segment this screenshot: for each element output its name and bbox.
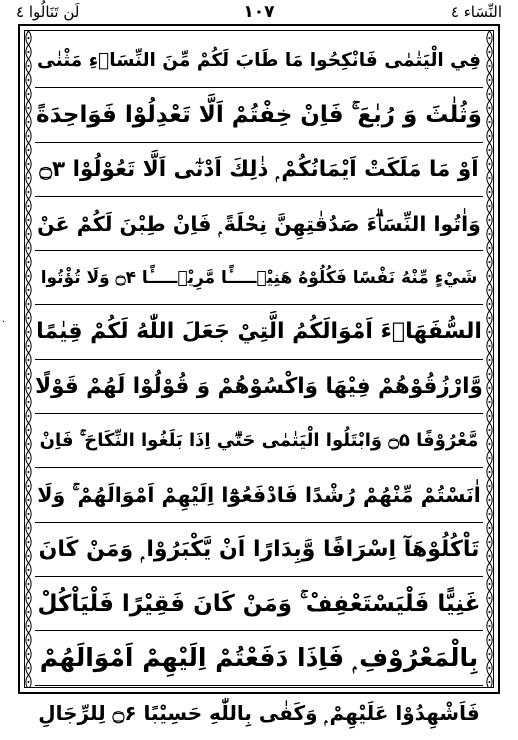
right-ornament-strip [486, 31, 493, 687]
verse-line-8: مَّعْرُوْفًا ۝۵ وَابْتَلُوا الْيَتٰمٰى حَتّٰٓي اِذَا بَلَغُوا النِّكَاحَ ۚ فَاِنْ [35, 414, 483, 468]
margin-dot: · [2, 317, 6, 328]
verse-line-4: وَاٰتُوا النِّسَاۗءَ صَدُقٰتِهِنَّ نِحْلَةً ۭ فَاِنْ طِبْنَ لَكُمْ عَنْ [35, 197, 483, 251]
verse-line-11: غَنِيًّا فَلْيَسْتَعْفِفْ ۚ وَمَنْ كَانَ فَقِيْرًا فَلْيَاْكُلْ [35, 577, 483, 631]
surah-title: النِّسَاء ٤ [450, 3, 502, 21]
verse-line-9: اٰنَسْتُمْ مِّنْھُمْ رُشْدًا فَادْفَعُوْٓا اِلَيْهِمْ اَمْوَالَھُمْ ۚ وَلَا [35, 468, 483, 522]
verse-line-13: فَاَشْهِدُوْا عَلَيْهِمْ ۭ وَكَفٰى بِاللّٰهِ حَسِيْبًا ۝۶ لِلرِّجَالِ [38, 700, 480, 725]
page-number: ١٠٧ [243, 2, 275, 22]
verse-line-7: وَّارْزُقُوْهُمْ فِيْهَا وَاكْسُوْهُمْ وَ قُوْلُوْا لَھُمْ قَوْلًا [35, 360, 483, 414]
verse-lines [35, 34, 483, 725]
verse-line-10: تَاْكُلُوْھَآ اِسْرَافًا وَّبِدَارًا اَنْ يَّكْبَرُوْا ۭ وَمَنْ كَانَ [35, 523, 483, 577]
verse-line-6: السُّفَهَاۗءَ اَمْوَالَكُمُ الَّتِيْ جَعَلَ اللّٰهُ لَكُمْ قِيٰمًا [35, 305, 483, 359]
page-header [10, 2, 508, 24]
verse-line-1: فِي الْيَتٰمٰى فَانْكِحُوا مَا طَابَ لَكُمْ مِّنَ النِّسَاۗءِ مَثْنٰى [35, 34, 483, 88]
left-ornament-strip [25, 31, 32, 687]
juz-title: لَن تَنَالُوا ٤ [16, 3, 80, 21]
verse-line-5: شَيْءٍ مِّنْهُ نَفْسًا فَكُلُوْهُ هَنِيْۗـــــًٔا مَّرِيْۗـــــًٔا ۝۴ وَلَا تُؤْتُوا [35, 251, 483, 305]
verse-line-2: وَثُلٰثَ وَ رُبٰعَ ۚ فَاِنْ خِفْتُمْ اَلَّا تَعْدِلُوْا فَوَاحِدَةً [35, 88, 483, 142]
verse-line-12: بِالْمَعْرُوْفِ ۭ فَاِذَا دَفَعْتُمْ اِلَيْهِمْ اَمْوَالَھُمْ [35, 631, 483, 685]
verse-line-3: اَوْ مَا مَلَكَتْ اَيْمَانُكُمْ ۭ ذٰلِكَ اَدْنٰٓى اَلَّا تَعُوْلُوْا ۝۳ [35, 143, 483, 197]
